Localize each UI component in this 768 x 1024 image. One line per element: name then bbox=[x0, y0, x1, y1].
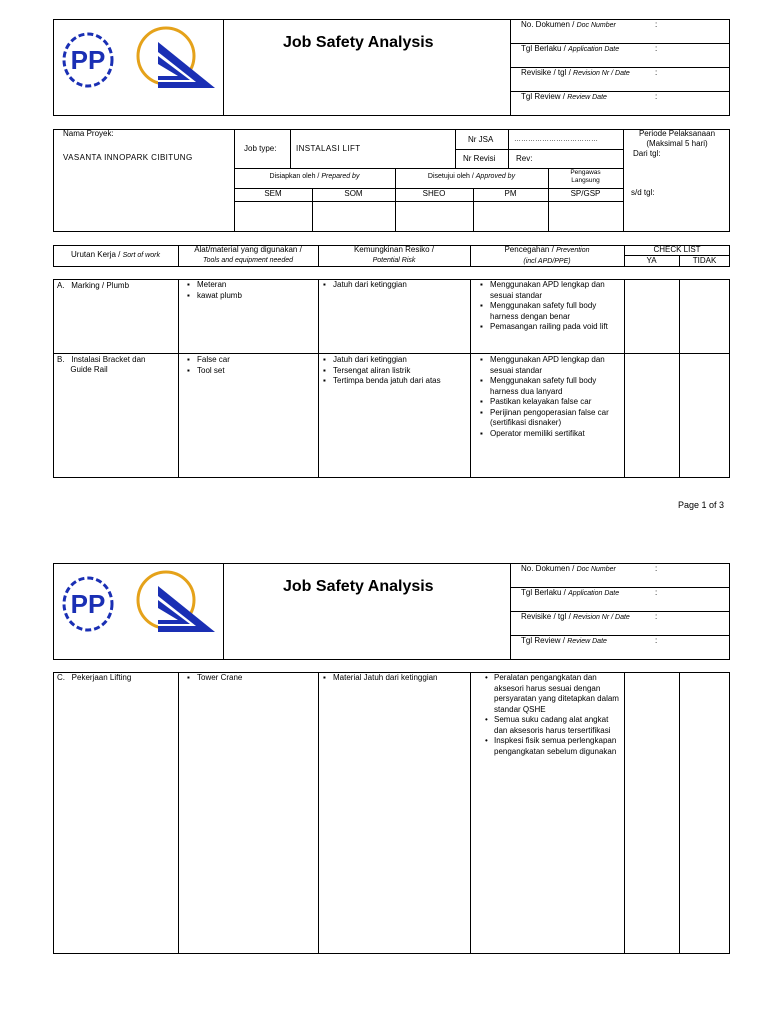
col-prevention: Pencegahan / Prevention (incl APD/PPE) bbox=[504, 245, 590, 265]
list-item: ▪ Operator memiliki sertifikat bbox=[479, 429, 619, 440]
divider bbox=[178, 279, 179, 478]
tools-list-b bbox=[186, 355, 316, 376]
risk-list-a bbox=[322, 280, 468, 291]
doc-number-row: No. Dokumen / Doc Number bbox=[521, 564, 616, 573]
list-item: ▪ Jatuh dari ketinggian bbox=[322, 355, 468, 366]
review-row: Tgl Review / Review Date bbox=[521, 636, 607, 645]
divider bbox=[318, 672, 319, 954]
divider bbox=[455, 149, 623, 150]
rev-label: Rev: bbox=[516, 154, 533, 163]
list-item: ▪ Jatuh dari ketinggian bbox=[322, 280, 468, 291]
list-item: ▪ Menggunakan APD lengkap dan sesuai standar bbox=[479, 280, 619, 301]
colon: : bbox=[655, 44, 658, 53]
divider bbox=[223, 19, 224, 116]
divider bbox=[624, 672, 625, 954]
period-sub: (Maksimal 5 hari) bbox=[646, 139, 708, 148]
colon: : bbox=[655, 20, 658, 29]
prevention-list-b bbox=[479, 355, 619, 439]
col-tools: Alat/material yang digunakan / Tools and equipment needed bbox=[194, 245, 302, 264]
project-name-value: VASANTA INNOPARK CIBITUNG bbox=[63, 153, 193, 162]
col-work: Urutan Kerja / Sort of work bbox=[71, 250, 160, 259]
page-title: Job Safety Analysis bbox=[283, 578, 434, 595]
divider bbox=[679, 672, 680, 954]
prevention-list-a bbox=[479, 280, 619, 333]
supervisor-label: Pengawas Langsung bbox=[570, 169, 601, 184]
doc-number-row: No. Dokumen / Doc Number bbox=[521, 20, 616, 29]
colon: : bbox=[655, 612, 658, 621]
list-item: ▪ Menggunakan safety full body harness dua lanyard bbox=[479, 376, 619, 397]
divider bbox=[53, 353, 730, 354]
tools-list-c bbox=[186, 673, 316, 684]
logo-letters: PP bbox=[70, 45, 106, 75]
list-item: ▪ Tool set bbox=[186, 366, 316, 377]
divider bbox=[290, 129, 291, 168]
list-item: • Inspkesi fisik semua perlengkapan pengangkatan sebelum digunakan bbox=[483, 736, 619, 757]
company-logo bbox=[58, 570, 218, 640]
list-item: ▪ Meteran bbox=[186, 280, 316, 291]
role-pm: PM bbox=[504, 189, 517, 198]
project-name-label: Nama Proyek: bbox=[63, 129, 114, 138]
role-sp-gsp: SP/GSP bbox=[570, 189, 601, 198]
app-date-row: Tgl Berlaku / Application Date bbox=[521, 44, 620, 53]
prepared-by-label: Disiapkan oleh / Prepared by bbox=[269, 173, 360, 180]
revision-row: Revisike / tgl / Revision Nr / Date bbox=[521, 612, 630, 621]
work-step-b: B. Instalasi Bracket dan Guide Rail bbox=[57, 355, 146, 374]
col-no: TIDAK bbox=[692, 256, 717, 265]
list-item: ▪ Pemasangan railing pada void lift bbox=[479, 322, 619, 333]
approved-by-label: Disetujui oleh / Approved by bbox=[427, 173, 516, 180]
divider bbox=[223, 563, 224, 660]
risk-list-c bbox=[322, 673, 468, 684]
page-number: Page 1 of 3 bbox=[678, 500, 725, 510]
to-date-label: s/d tgl: bbox=[631, 188, 655, 197]
list-item: ▪ Material Jatuh dari ketinggian bbox=[322, 673, 468, 684]
work-step-c: C. Pekerjaan Lifting bbox=[57, 673, 132, 682]
list-item: ▪ Menggunakan APD lengkap dan sesuai standar bbox=[479, 355, 619, 376]
list-item: ▪ kawat plumb bbox=[186, 291, 316, 302]
nr-jsa-label: Nr JSA bbox=[468, 135, 494, 144]
list-item: ▪ Pastikan kelayakan false car bbox=[479, 397, 619, 408]
colon: : bbox=[655, 636, 658, 645]
colon: : bbox=[655, 588, 658, 597]
role-som: SOM bbox=[344, 189, 363, 198]
col-risk: Kemungkinan Resiko / Potential Risk bbox=[353, 245, 435, 264]
review-row: Tgl Review / Review Date bbox=[521, 92, 607, 101]
list-item: ▪ False car bbox=[186, 355, 316, 366]
divider bbox=[318, 279, 319, 478]
list-item: • Peralatan pengangkatan dan aksesori harus sesuai dengan persyaratan yang ditetapkan dalam standar QSHE bbox=[483, 673, 619, 715]
colon: : bbox=[655, 92, 658, 101]
divider bbox=[624, 279, 625, 478]
page-title: Job Safety Analysis bbox=[283, 34, 434, 51]
job-type-label: Job type: bbox=[244, 144, 277, 153]
prevention-list-c bbox=[483, 673, 619, 757]
tools-list-a bbox=[186, 280, 316, 301]
list-item: ▪ Tersengat aliran listrik bbox=[322, 366, 468, 377]
revision-row: Revisike / tgl / Revision Nr / Date bbox=[521, 68, 630, 77]
job-type-value: INSTALASI LIFT bbox=[296, 144, 361, 153]
work-step-a: A. Marking / Plumb bbox=[57, 281, 130, 290]
risk-list-b bbox=[322, 355, 468, 387]
nr-revisi-label: Nr Revisi bbox=[463, 154, 496, 163]
role-sem: SEM bbox=[264, 189, 282, 198]
list-item: ▪ Perijinan pengoperasian false car (sertifikasi disnaker) bbox=[479, 408, 619, 429]
divider bbox=[470, 672, 471, 954]
divider bbox=[234, 201, 623, 202]
role-sheo: SHEO bbox=[422, 189, 446, 198]
period-label: Periode Pelaksanaan bbox=[638, 129, 716, 138]
colon: : bbox=[655, 68, 658, 77]
list-item: ▪ Tower Crane bbox=[186, 673, 316, 684]
list-item: • Semua suku cadang alat angkat dan aksesoris harus tersertifikasi bbox=[483, 715, 619, 736]
nr-jsa-value: ……………………………… bbox=[514, 136, 598, 143]
divider bbox=[470, 279, 471, 478]
from-date-label: Dari tgl: bbox=[633, 149, 661, 158]
logo-letters: PP bbox=[70, 589, 106, 619]
divider bbox=[679, 279, 680, 478]
list-item: ▪ Menggunakan safety full body harness dengan benar bbox=[479, 301, 619, 322]
col-checklist: CHECK LIST bbox=[653, 245, 701, 254]
jsa-table-page2 bbox=[53, 672, 730, 954]
company-logo bbox=[58, 26, 218, 96]
app-date-row: Tgl Berlaku / Application Date bbox=[521, 588, 620, 597]
col-yes: YA bbox=[646, 256, 657, 265]
divider bbox=[178, 672, 179, 954]
list-item: ▪ Tertimpa benda jatuh dari atas bbox=[322, 376, 468, 387]
colon: : bbox=[655, 564, 658, 573]
